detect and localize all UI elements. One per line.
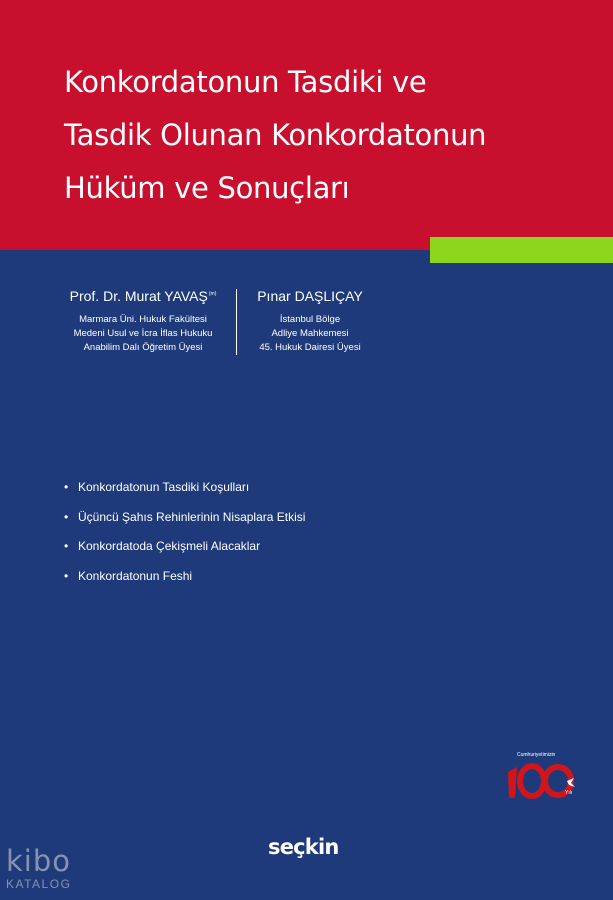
kibo-watermark bbox=[6, 845, 71, 891]
watermark-sub: KATALOG bbox=[6, 877, 72, 891]
topic-text: Üçüncü Şahıs Rehinlerinin Nisaplara Etkisi bbox=[78, 509, 306, 524]
bullet-icon: • bbox=[64, 480, 69, 494]
watermark-brand: kibo bbox=[6, 844, 72, 878]
author-2-affiliation-2: Adliye Mahkemesi bbox=[271, 328, 349, 339]
author-2 bbox=[240, 288, 380, 355]
title-line-1: Konkordatonun Tasdiki ve bbox=[64, 65, 427, 99]
publisher-logo: seçkin bbox=[268, 835, 339, 859]
author-1-affiliation-3: Anabilim Dalı Öğretim Üyesi bbox=[83, 342, 203, 353]
title-line-3: Hüküm ve Sonuçları bbox=[64, 171, 350, 205]
list-item bbox=[64, 539, 305, 554]
title-line-2: Tasdik Olunan Konkordatonun bbox=[64, 118, 487, 152]
bullet-icon: • bbox=[64, 539, 69, 553]
republic-100-emblem bbox=[505, 752, 585, 802]
book-title bbox=[64, 56, 584, 215]
list-item bbox=[64, 569, 305, 584]
author-2-affiliation-1: İstanbul Bölge bbox=[279, 314, 341, 325]
list-item bbox=[64, 510, 305, 525]
emblem-top-text: Cumhuriyetimizin bbox=[517, 752, 556, 758]
author-divider bbox=[236, 289, 237, 355]
author-1-affiliation-2: Medeni Usul ve İcra İflas Hukuku bbox=[73, 328, 213, 339]
bullet-icon: • bbox=[64, 568, 69, 583]
author-1-affiliation-1: Marmara Üni. Hukuk Fakültesi bbox=[79, 314, 207, 325]
bullet-icon: • bbox=[64, 509, 69, 524]
author-2-affiliation-3: 45. Hukuk Dairesi Üyesi bbox=[259, 342, 361, 353]
list-item bbox=[64, 480, 305, 495]
topic-text: Konkordatoda Çekişmeli Alacaklar bbox=[78, 539, 261, 553]
author-1 bbox=[58, 288, 228, 355]
emblem-100-icon bbox=[505, 758, 585, 800]
topic-list bbox=[64, 480, 305, 598]
author-2-name: Pınar DAŞLIÇAY bbox=[257, 288, 363, 304]
topic-text: Konkordatonun Tasdiki Koşulları bbox=[78, 480, 250, 494]
footnote-mark-icon: (m) bbox=[208, 291, 217, 298]
emblem-bottom-text: Yılı bbox=[565, 790, 573, 796]
topic-text: Konkordatonun Feshi bbox=[78, 568, 193, 583]
accent-bar bbox=[430, 237, 613, 263]
author-1-name: Prof. Dr. Murat YAVAŞ bbox=[69, 288, 208, 304]
